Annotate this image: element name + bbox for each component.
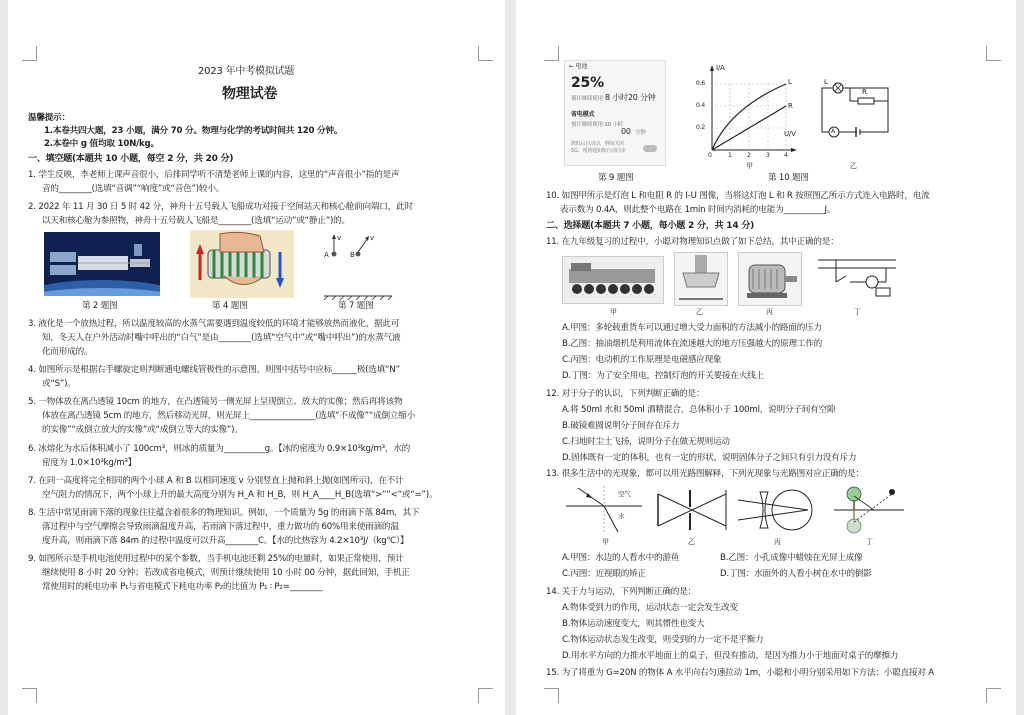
exam-subject-title: 物理试卷: [222, 86, 278, 102]
option-line: C.物体运动状态发生改变，则受到的力一定不是平衡力: [562, 635, 764, 645]
section-heading: 二、选择题(本题共 7 小题，每小题 2 分，共 14 分): [546, 221, 755, 231]
image-sub-label: 甲: [602, 538, 609, 546]
fig7-label-v: v: [337, 234, 341, 242]
question-line: 4. 如图所示是根据右手螺旋定则判断通电螺线管极性的示意图，则图中括号中应标______极(选填“N”: [28, 365, 400, 375]
option-line: C.丙图：近视眼的矫正: [562, 569, 646, 579]
tip-item: 1.本卷共四大题，23 小题，满分 70 分。物理与化学的考试时间共 120 分钟。: [44, 126, 343, 136]
image-sub-label: 乙: [688, 538, 695, 546]
question-line: 10. 如图甲所示是灯泡 L 和电阻 R 的 I-U 图像，当将这灯泡 L 和 R 按照图乙所示方式连入电路时，电流: [546, 191, 930, 201]
fig7-label-a: A: [324, 251, 329, 259]
battery-estimate-label: 预计继续使用: [571, 96, 603, 102]
crop-mark: [478, 688, 493, 703]
question-line: 或“S”)。: [42, 379, 76, 389]
image-sub-label: 丙: [766, 308, 773, 316]
question-line: 9. 如图所示是手机电池使用过程中的某个参数，当手机电池还剩 25%的电量时，如果正常使用，预计: [28, 554, 404, 564]
graph-x-tick: 4: [784, 152, 788, 159]
fig7-balls-diagram: [320, 230, 400, 300]
option-line: B.物体运动速度变大，则其惯性也变大: [562, 619, 705, 629]
solenoid-hand-image: [190, 230, 294, 298]
graph-sub-label: 甲: [746, 162, 753, 170]
tips-label: 温馨提示：: [28, 113, 70, 123]
image-sub-label: 丁: [866, 538, 873, 546]
wiring-diagram: [816, 254, 898, 298]
graph-x-tick: 3: [766, 152, 770, 159]
battery-header: ← 电池: [569, 63, 588, 70]
crop-mark: [986, 46, 1001, 61]
image-sub-label: 甲: [610, 308, 617, 316]
figure-caption: 第 7 题图: [338, 301, 374, 311]
question-line: 1. 学生反映，李老师上课声音很小，后排同学听不清楚老师上课的内容，这里的“声音很小”指的是声: [28, 170, 400, 180]
circuit-label-l: L: [824, 78, 828, 86]
graph-x-tick: 1: [728, 152, 732, 159]
question-line: 密度为 1.0×10³kg/m³】: [42, 458, 137, 468]
question-line: 5. 一物体放在离凸透镜 10cm 的地方，在凸透镜另一侧光屏上呈现倒立、放大的实像；然后再将该物: [28, 397, 403, 407]
option-line: B.乙图：抽油烟机是利用流体在流速越大的地方压强越大的原理工作的: [562, 339, 823, 349]
question-line: 音的________(选填“音调”“响度”或“音色”)较小。: [42, 184, 225, 194]
crop-mark: [22, 46, 37, 61]
question-line: 化而形成的。: [42, 347, 93, 357]
option-line: C.扫地时尘土飞扬，说明分子在做无规则运动: [562, 437, 730, 447]
circuit-sub-label: 乙: [850, 162, 857, 170]
graph-x-tick: 0: [708, 152, 712, 159]
option-line: D.丁图：为了安全用电，控制灯泡的开关要接在火线上: [562, 371, 765, 381]
option-line: B.乙图：小孔成像中蜡烛在光屏上成像: [720, 553, 863, 563]
figure-caption: 第 9 题图: [598, 173, 634, 183]
power-saving-title: 省电模式: [571, 111, 595, 118]
graph-y-tick: 0.4: [696, 102, 705, 109]
question-line: 的实像”“成倒立放大的实像”或“成倒立等大的实像”)。: [42, 425, 243, 435]
graph-line-l-label: L: [788, 78, 792, 86]
pinhole-diagram: [652, 488, 728, 532]
circuit-label-r: R: [862, 88, 867, 96]
page-right: [516, 0, 1016, 715]
motor-image: [738, 252, 802, 306]
power-saving-minutes: 00: [621, 127, 631, 136]
image-sub-label: 乙: [696, 308, 703, 316]
truck-image: [562, 256, 664, 304]
graph-line-r-label: R: [788, 102, 793, 110]
myopia-diagram: [738, 486, 818, 534]
figure-caption: 第 2 题图: [82, 301, 118, 311]
air-label: 空气: [618, 490, 631, 498]
graph-y-tick: 0.6: [696, 80, 705, 87]
option-line: B.破镜难圆说明分子间存在斥力: [562, 421, 680, 431]
iu-graph: [694, 62, 804, 166]
question-line: 空气阻力的情况下，两个小球上升的最大高度分别为 H_A 和 H_B，则 H_A____H_B(选填“>”“<”或“=”)。: [42, 490, 438, 500]
question-line: 2. 2022 年 11 月 30 日 5 时 42 分，神舟十五号载人飞船成功对接于空间站天和核心舱前向端口，此时: [28, 202, 413, 212]
page-left: [8, 0, 505, 715]
battery-percent: 25%: [571, 75, 604, 91]
image-sub-label: 丁: [854, 308, 861, 316]
question-stem: 11. 在九年级复习的过程中，小聪对物理知识点做了如下总结，其中正确的是：: [546, 237, 839, 247]
question-line: 体放在离凸透镜 5cm 的地方，然后移动光屏，则光屏上________________(选填“不成像”“成倒立缩小: [42, 411, 416, 421]
crop-mark: [544, 688, 559, 703]
crop-mark: [544, 46, 559, 61]
range-hood-image: [674, 252, 728, 306]
water-label: 水: [618, 512, 625, 520]
question-line: 7. 在同一高度将完全相同的两个小球 A 和 B 以相同速度 v 分别竖直上抛和斜上抛(如图所示)，在不计: [28, 476, 404, 486]
question-line: 以天和核心舱为参照物，神舟十五号载人飞船是________(选填“运动”或“静止”)的。: [42, 216, 350, 226]
option-line: C.丙图：电动机的工作原理是电磁感应现象: [562, 355, 722, 365]
circuit-diagram: [816, 78, 896, 148]
option-line: A.物体受到力的作用，运动状态一定会发生改变: [562, 603, 738, 613]
exam-year-title: 2023 年中考模拟试题: [198, 66, 295, 77]
question-stem: 12. 对于分子的认识，下列判断正确的是：: [546, 389, 705, 399]
question-stem: 14. 关于力与运动，下列判断正确的是：: [546, 587, 696, 597]
image-sub-label: 丙: [774, 538, 781, 546]
battery-estimate-value: 8 小时20 分钟: [605, 93, 656, 102]
graph-y-tick: 0.2: [696, 124, 705, 131]
power-saving-description: 降低后台活动，例如关闭 5G、现场通知和自动同步: [571, 141, 626, 154]
power-saving-toggle[interactable]: [643, 145, 657, 152]
question-line: 继续使用 8 小时 20 分钟；若改成省电模式，则预计继续使用 10 小时 00 分钟，据此回知，手机正: [42, 568, 410, 578]
question-line: 6. 冰熔化为水后体积减小了 100cm³，则冰的质量为__________g。【冰的密度为 0.9×10³kg/m³，水的: [28, 444, 411, 454]
option-line: D.固体既有一定的体积，也有一定的形状，说明固体分子之间只有引力没有斥力: [562, 453, 857, 463]
tip-item: 2.本卷中 g 值均取 10N/kg。: [44, 139, 159, 149]
question-line: 8. 生活中常见雨滴下落的现象往往蕴含着很多的物理知识。例如，一个质量为 5g 的雨滴下落 84m，其下: [28, 508, 420, 518]
question-line: 落过程中与空气摩擦会导致雨滴温度升高，若雨滴下落过程中，重力做功的 60%用来使雨滴的温: [42, 522, 399, 532]
question-stem: 13. 很多生活中的光现象，都可以用光路图解释，下列光现象与光路图对应正确的是：: [546, 469, 864, 479]
question-line: 3. 液化是一个放热过程，所以温度较高的水蒸气需要遇到温度较低的环境才能够放热而液化，据此可: [28, 319, 400, 329]
option-line: A.甲图：多轮载重货车可以通过增大受力面积的方法减小的路面的压力: [562, 323, 822, 333]
option-line: D.用水平方向的力推水平地面上的桌子，但没有推动，是因为推力小于地面对桌子的摩擦力: [562, 651, 899, 661]
reflection-tree-diagram: [834, 484, 904, 536]
fig7-label-b: B: [350, 251, 355, 259]
crop-mark: [22, 688, 37, 703]
power-saving-minutes-unit: 分钟: [635, 130, 646, 136]
crop-mark: [986, 688, 1001, 703]
question-line: 常使用时的耗电功率 P₁与省电模式下耗电功率 P₂的比值为 P₁ ∶ P₂=________: [42, 582, 323, 592]
section-heading: 一、填空题(本题共 10 小题，每空 2 分，共 20 分): [28, 154, 234, 164]
figure-caption: 第 4 题图: [212, 301, 248, 311]
option-line: A.将 50ml 水和 50ml 酒精混合，总体积小于 100ml，说明分子间有空隙: [562, 405, 836, 415]
question-line: 知，冬天人在户外活动时嘴中呼出的“白气”是由________(选填“空气中”或“嘴中呼出”)的水蒸气液: [42, 333, 401, 343]
graph-y-label: I/A: [716, 64, 725, 72]
question-stem: 15. 为了将重为 G=20N 的物体 A 水平向右匀速拉动 1m，小聪和小明分别采用如下方法：小聪直接对 A: [546, 668, 934, 678]
graph-x-label: U/V: [784, 130, 796, 138]
option-line: A.甲图：水边的人看水中的游鱼: [562, 553, 680, 563]
refraction-diagram: [566, 484, 642, 536]
battery-screenshot: [564, 60, 666, 166]
question-line: 表示数为 0.4A，则此整个电路在 1min 时间内消耗的电能为__________J。: [560, 205, 836, 215]
spacecraft-docking-image: [44, 232, 160, 296]
fig7-label-v: v: [370, 234, 374, 242]
graph-x-tick: 2: [747, 152, 751, 159]
figure-caption: 第 10 题图: [768, 173, 809, 183]
power-saving-estimate: 预计继续使用 10 小时: [571, 122, 624, 128]
option-line: D.丁图：水面外的人看小树在水中的倒影: [720, 569, 872, 579]
crop-mark: [478, 46, 493, 61]
circuit-label-a: A: [831, 128, 835, 135]
question-line: 度升高，则雨滴下落 84m 的过程中温度可以升高________C。【水的比热容为 4.2×10³J/（kg℃）】: [42, 536, 409, 546]
